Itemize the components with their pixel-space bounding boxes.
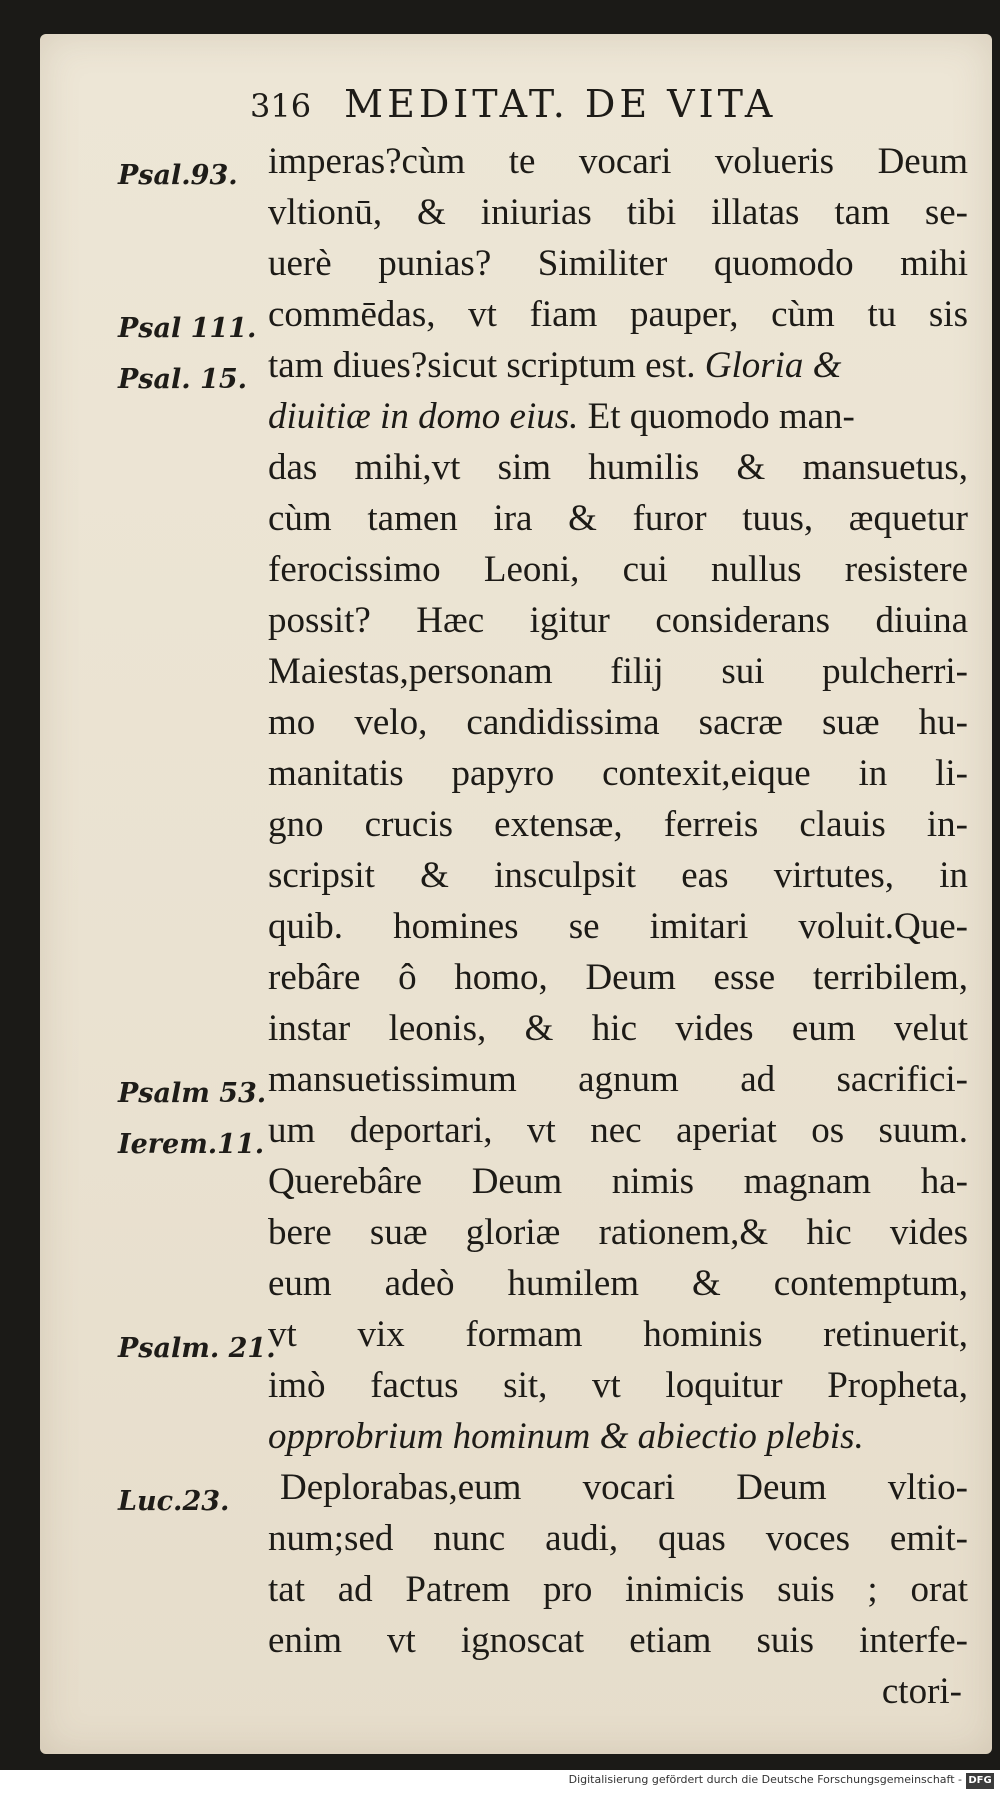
digitization-footer: [0, 1770, 1000, 1793]
text-line: [268, 340, 968, 391]
text-line: mo velo, candidissima sacræ suæ hu-: [268, 702, 968, 743]
text-line: rebâre ô homo, Deum esse terribilem,: [268, 957, 968, 998]
text-segment: Et quomodo man-: [578, 396, 855, 437]
text-line: tat ad Patrem pro inimicis suis ; orat: [268, 1569, 968, 1610]
text-line: commēdas, vt fiam pauper, cùm tu sis: [268, 294, 968, 335]
text-line: Deplorabas,eum vocari Deum vltio-: [280, 1467, 968, 1508]
text-line: um deportari, vt nec aperiat os suum.: [268, 1110, 968, 1151]
text-line: das mihi,vt sim humilis & mansuetus,: [268, 447, 968, 488]
page-number: 316: [250, 87, 312, 125]
text-line: cùm tamen ira & furor tuus, æquetur: [268, 498, 968, 539]
text-line: ferocissimo Leoni, cui nullus resistere: [268, 549, 968, 590]
text-line: bere suæ gloriæ rationem,& hic vides: [268, 1212, 968, 1253]
catchword: ctori-: [881, 1671, 962, 1712]
text-line: mansuetissimum agnum ad sacrifici-: [268, 1059, 968, 1100]
funding-notice: Digitalisierung gefördert durch die Deutsche Forschungsgemeinschaft -: [568, 1773, 962, 1786]
text-line: instar leonis, & hic vides eum velut: [268, 1008, 968, 1049]
text-line: [268, 391, 968, 442]
text-line: vltionū, & iniurias tibi illatas tam se-: [268, 192, 968, 233]
text-line: uerè punias? Similiter quomodo mihi: [268, 243, 968, 284]
dfg-logo: DFG: [966, 1773, 994, 1789]
text-segment: tam diues?sicut scriptum est.: [268, 345, 705, 386]
margin-note: Ierem.11.: [118, 1129, 265, 1160]
text-line: possit? Hæc igitur considerans diuina: [268, 600, 968, 641]
italic-quote: diuitiæ in domo eius.: [268, 396, 579, 437]
margin-note: Psalm. 21.: [118, 1333, 276, 1364]
text-line: Querebâre Deum nimis magnam ha-: [268, 1161, 968, 1202]
text-line: enim vt ignoscat etiam suis interfe-: [268, 1620, 968, 1661]
text-line: manitatis papyro contexit,eique in li-: [268, 753, 968, 794]
text-line: gno crucis extensæ, ferreis clauis in-: [268, 804, 968, 845]
page-header: [250, 76, 776, 132]
text-line: eum adeò humilem & contemptum,: [268, 1263, 968, 1304]
text-line: Maiestas,personam filij sui pulcherri-: [268, 651, 968, 692]
text-line: scripsit & insculpsit eas virtutes, in: [268, 855, 968, 896]
text-line: imperas?cùm te vocari volueris Deum: [268, 141, 968, 182]
text-line: num;sed nunc audi, quas voces emit-: [268, 1518, 968, 1559]
body-text: [268, 136, 968, 1717]
margin-note: Psal. 15.: [118, 364, 248, 395]
text-line: imò factus sit, vt loquitur Propheta,: [268, 1365, 968, 1406]
margin-note: Psal 111.: [118, 313, 257, 344]
margin-note: Psal.93.: [118, 160, 238, 191]
italic-quote-line: opprobrium hominum & abiectio plebis.: [268, 1416, 864, 1457]
margin-note: Luc.23.: [118, 1486, 230, 1517]
running-title: MEDITAT. DE VITA: [344, 82, 777, 126]
italic-quote: Gloria &: [704, 345, 842, 386]
text-line: quib. homines se imitari voluit.Que-: [268, 906, 968, 947]
text-line: vt vix formam hominis retinuerit,: [268, 1314, 968, 1355]
margin-note: Psalm 53.: [118, 1078, 267, 1109]
